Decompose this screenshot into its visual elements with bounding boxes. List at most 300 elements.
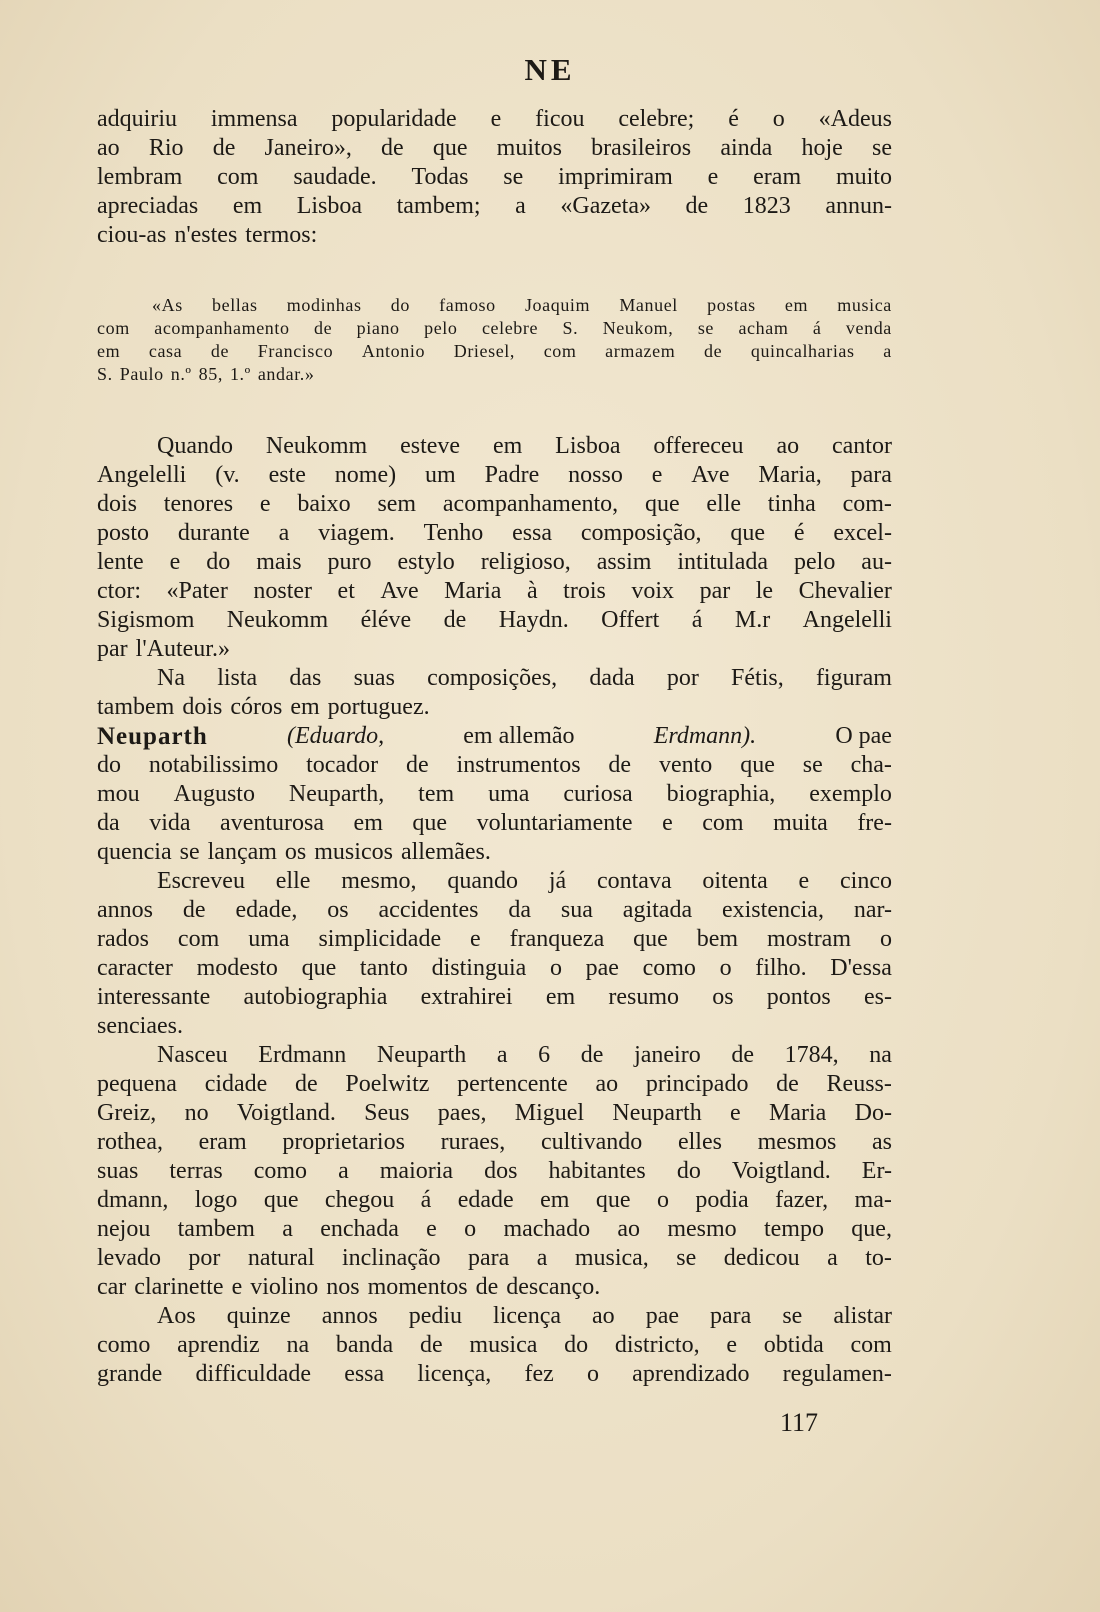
- text-line: [97, 340, 892, 363]
- word: Do-: [854, 1100, 892, 1126]
- word: imprimiram: [558, 164, 673, 190]
- word: portuguez.: [327, 694, 430, 720]
- word: por: [666, 665, 699, 691]
- word: e: [231, 1274, 243, 1300]
- word: cantor: [831, 433, 892, 459]
- word: hoje: [801, 135, 843, 161]
- word: os: [284, 839, 307, 865]
- word: é: [728, 106, 739, 132]
- word: caracter: [97, 955, 173, 981]
- text-line: [97, 294, 892, 317]
- word: Fétis,: [731, 665, 784, 691]
- paragraph-2: [97, 432, 892, 664]
- word: de: [580, 1042, 604, 1068]
- word: e: [426, 1216, 437, 1242]
- word: que: [412, 810, 448, 836]
- word: cultivando: [540, 1129, 643, 1155]
- word: e: [651, 462, 663, 488]
- word: ciou-as: [97, 222, 167, 248]
- word: l'Auteur.»: [135, 636, 230, 662]
- word: difficuldade: [195, 1361, 311, 1387]
- word: Antonio: [361, 341, 426, 361]
- word: excel-: [833, 520, 892, 546]
- word: com: [702, 810, 744, 836]
- word: os: [327, 897, 349, 923]
- word: 1.º: [229, 364, 251, 384]
- word: 85,: [198, 364, 223, 384]
- word: essa: [344, 1361, 385, 1387]
- text-line: [97, 1360, 892, 1389]
- word: lançam: [207, 839, 277, 865]
- word: clarinette: [134, 1274, 224, 1300]
- word: filho.: [755, 955, 807, 981]
- word: composição,: [580, 520, 702, 546]
- word: allemães.: [400, 839, 491, 865]
- word: fazer,: [775, 1187, 829, 1213]
- word: postas: [707, 295, 756, 315]
- text-line: [97, 1215, 892, 1244]
- word: enchada: [320, 1216, 399, 1242]
- word: Neukomm: [226, 607, 329, 633]
- word: Lisboa: [555, 433, 621, 459]
- word: Francisco: [257, 341, 334, 361]
- word: offereceu: [653, 433, 744, 459]
- word: ma-: [854, 1187, 892, 1213]
- word: que,: [851, 1216, 892, 1242]
- word: banda: [335, 1332, 394, 1358]
- text-line: [97, 925, 892, 954]
- word: accidentes: [378, 897, 479, 923]
- word: D'essa: [830, 955, 892, 981]
- text-line: [97, 548, 892, 577]
- word: figuram: [815, 665, 892, 691]
- text-line: [97, 1244, 892, 1273]
- word: vida: [149, 810, 191, 836]
- word: muito: [835, 164, 892, 190]
- word: Angelelli: [802, 607, 892, 633]
- word: com: [97, 318, 130, 338]
- word: obtida: [763, 1332, 824, 1358]
- word: instrumentos: [456, 752, 581, 778]
- word: edade,: [235, 897, 298, 923]
- word: alistar: [833, 1303, 892, 1329]
- word: em: [232, 193, 263, 219]
- word: pae: [585, 955, 619, 981]
- word: Er-: [861, 1158, 892, 1184]
- word: mais: [256, 549, 302, 575]
- word: Tenho: [423, 520, 484, 546]
- word: Escreveu: [157, 868, 245, 894]
- word: principado: [645, 1071, 749, 1097]
- word: «As: [152, 295, 183, 315]
- word: acompanhamento,: [442, 491, 619, 517]
- word: e: [470, 926, 481, 952]
- word: uma: [248, 926, 290, 952]
- word: regulamen-: [782, 1361, 892, 1387]
- word: a: [515, 193, 526, 219]
- word: ao: [776, 433, 800, 459]
- word: como: [97, 1332, 151, 1358]
- word: annos: [97, 897, 153, 923]
- word: a: [883, 341, 892, 361]
- word: e: [169, 549, 181, 575]
- word: Neuparth: [612, 1100, 702, 1126]
- word: eram: [753, 164, 802, 190]
- word: Greiz,: [97, 1100, 157, 1126]
- word: éléve: [360, 607, 412, 633]
- word: se: [503, 164, 524, 190]
- word: resumo: [608, 984, 679, 1010]
- word: pertencente: [457, 1071, 568, 1097]
- word: pediu: [408, 1303, 463, 1329]
- word: Janeiro»,: [264, 135, 352, 161]
- word: à: [526, 578, 538, 604]
- text-line: [97, 363, 892, 386]
- word: tempo: [763, 1216, 824, 1242]
- word: mesmo: [667, 1216, 737, 1242]
- word: cha-: [850, 752, 892, 778]
- word: Neuparth: [376, 1042, 467, 1068]
- word: tanto: [359, 955, 408, 981]
- word: suas: [97, 1158, 139, 1184]
- word: tambem: [177, 1216, 255, 1242]
- word: M.r: [734, 607, 771, 633]
- word: saudade.: [293, 164, 377, 190]
- word: de: [703, 341, 723, 361]
- word: e: [726, 1332, 737, 1358]
- text-line: [97, 867, 892, 896]
- word: a: [536, 1245, 548, 1271]
- word: esteve: [400, 433, 461, 459]
- word: uma: [488, 781, 530, 807]
- word: biographia,: [666, 781, 776, 807]
- word: dmann,: [97, 1187, 169, 1213]
- word: as: [871, 1129, 892, 1155]
- word: um: [425, 462, 456, 488]
- word: de: [685, 193, 709, 219]
- word: no: [184, 1100, 209, 1126]
- word: termos:: [245, 222, 318, 248]
- word: de: [419, 1332, 443, 1358]
- word: et: [337, 578, 355, 604]
- word: dedicou: [723, 1245, 800, 1271]
- text-line: [97, 1070, 892, 1099]
- word: voix: [631, 578, 675, 604]
- word: Miguel: [514, 1100, 585, 1126]
- word: Manuel: [619, 295, 678, 315]
- text-line: [97, 1128, 892, 1157]
- word: ao: [617, 1216, 641, 1242]
- word: levado: [97, 1245, 161, 1271]
- word: ao: [97, 135, 120, 161]
- word: Ave: [380, 578, 419, 604]
- word: venda: [845, 318, 892, 338]
- word: eram: [198, 1129, 247, 1155]
- word: os: [712, 984, 734, 1010]
- word: nome): [334, 462, 397, 488]
- word: ctor:: [97, 578, 141, 604]
- word: Offert: [601, 607, 660, 633]
- word: tambem;: [396, 193, 481, 219]
- word: de: [731, 1042, 755, 1068]
- word: que: [432, 135, 468, 161]
- text-line: [97, 1186, 892, 1215]
- word: composições,: [427, 665, 558, 691]
- word: suas: [353, 665, 395, 691]
- text-line: [97, 838, 892, 867]
- word: em: [492, 433, 523, 459]
- word: franqueza: [509, 926, 605, 952]
- word: musica: [469, 1332, 538, 1358]
- word: como: [642, 955, 696, 981]
- word: Padre: [484, 462, 540, 488]
- word: rothea,: [97, 1129, 163, 1155]
- word: acompanhamento: [154, 318, 290, 338]
- word: Augusto: [173, 781, 255, 807]
- word: se: [802, 752, 823, 778]
- word: com-: [842, 491, 892, 517]
- entry-lead-tail: O pae: [835, 723, 892, 749]
- word: terras: [169, 1158, 223, 1184]
- word: essa: [512, 520, 553, 546]
- paragraph-1: [97, 105, 892, 250]
- word: de: [210, 341, 230, 361]
- word: Poelwitz: [345, 1071, 430, 1097]
- word: Seus: [364, 1100, 410, 1126]
- word: se: [871, 135, 892, 161]
- body-text: [97, 105, 892, 1389]
- word: mostram: [767, 926, 852, 952]
- word: famoso: [439, 295, 496, 315]
- word: como: [253, 1158, 308, 1184]
- word: «Pater: [166, 578, 228, 604]
- text-line: [97, 606, 892, 635]
- word: já: [548, 868, 567, 894]
- word: a: [338, 1158, 349, 1184]
- word: acham: [738, 318, 789, 338]
- word: á: [420, 1187, 432, 1213]
- word: que: [633, 926, 668, 952]
- entry-first-line: [97, 722, 892, 751]
- word: oitenta: [702, 868, 768, 894]
- word: a: [496, 1042, 508, 1068]
- word: tocador: [306, 752, 379, 778]
- text-line: [97, 983, 892, 1012]
- word: o: [586, 1361, 599, 1387]
- word: nos: [326, 1274, 360, 1300]
- word: agitada: [622, 897, 693, 923]
- word: natural: [247, 1245, 315, 1271]
- word: districto,: [614, 1332, 700, 1358]
- word: nar-: [853, 897, 892, 923]
- word: e: [259, 491, 271, 517]
- word: de: [295, 1071, 318, 1097]
- word: modesto: [196, 955, 278, 981]
- word: tenores: [163, 491, 234, 517]
- word: 1784,: [784, 1042, 839, 1068]
- word: intitulada: [677, 549, 769, 575]
- word: quinze: [226, 1303, 291, 1329]
- running-head: NE: [524, 52, 576, 87]
- word: Voigtland.: [731, 1158, 831, 1184]
- word: de: [608, 752, 632, 778]
- word: ainda: [720, 135, 773, 161]
- word: momentos: [367, 1274, 468, 1300]
- text-line: [97, 1099, 892, 1128]
- word: Na: [157, 665, 185, 691]
- word: voluntariamente: [476, 810, 633, 836]
- word: se: [179, 839, 200, 865]
- word: se: [676, 1245, 697, 1271]
- text-line: [97, 780, 892, 809]
- word: machado: [503, 1216, 591, 1242]
- word: Paulo: [119, 364, 164, 384]
- word: puro: [327, 549, 372, 575]
- word: Neukomm: [265, 433, 368, 459]
- word: lente: [97, 549, 144, 575]
- text-line: [97, 1302, 892, 1331]
- word: posto: [97, 520, 150, 546]
- word: musica: [837, 295, 892, 315]
- word: de: [182, 897, 206, 923]
- word: nosso: [568, 462, 623, 488]
- word: religioso,: [480, 549, 571, 575]
- word: distinguia: [431, 955, 527, 981]
- word: que: [595, 1187, 631, 1213]
- word: com: [543, 341, 577, 361]
- text-line: [97, 954, 892, 983]
- word: em: [353, 810, 383, 836]
- page-number: 117: [780, 1408, 819, 1437]
- word: córos: [230, 694, 283, 720]
- word: o: [656, 1187, 669, 1213]
- word: ruraes,: [440, 1129, 506, 1155]
- word: popularidade: [331, 106, 457, 132]
- word: trois: [563, 578, 606, 604]
- word: es-: [863, 984, 892, 1010]
- word: Todas: [411, 164, 469, 190]
- word: proprietarios: [282, 1129, 405, 1155]
- word: na: [869, 1042, 892, 1068]
- word: bem: [696, 926, 739, 952]
- word: annun-: [825, 193, 892, 219]
- word: dois: [97, 491, 138, 517]
- word: (v.: [215, 462, 240, 488]
- word: ao: [592, 1303, 615, 1329]
- word: do: [390, 295, 410, 315]
- text-line: [97, 635, 892, 664]
- word: pelo: [424, 318, 458, 338]
- word: nejou: [97, 1216, 151, 1242]
- word: e: [490, 106, 502, 132]
- word: Sigismom: [97, 607, 195, 633]
- word: em: [545, 984, 576, 1010]
- word: de: [776, 1071, 799, 1097]
- word: de: [443, 607, 467, 633]
- word: a: [278, 520, 290, 546]
- word: bellas: [212, 295, 258, 315]
- word: á: [691, 607, 703, 633]
- word: cidade: [204, 1071, 268, 1097]
- text-line: [97, 221, 892, 250]
- word: o: [464, 1216, 477, 1242]
- word: aprendiz: [177, 1332, 260, 1358]
- word: S.: [97, 364, 113, 384]
- word: noster: [253, 578, 313, 604]
- word: aventurosa: [220, 810, 325, 836]
- word: janeiro: [634, 1042, 701, 1068]
- word: Joaquim: [524, 295, 591, 315]
- word: em: [97, 341, 121, 361]
- paragraph-3: [97, 664, 892, 722]
- word: sua: [560, 897, 593, 923]
- word: Haydn.: [498, 607, 569, 633]
- word: para: [850, 462, 892, 488]
- word: pelo: [794, 549, 836, 575]
- text-line: [97, 693, 892, 722]
- text-line: [97, 163, 892, 192]
- word: to-: [865, 1245, 892, 1271]
- word: de: [475, 1274, 499, 1300]
- text-line: [97, 751, 892, 780]
- entry-headword: Neuparth: [97, 723, 208, 750]
- word: licença,: [417, 1361, 492, 1387]
- word: le: [755, 578, 774, 604]
- word: pae: [645, 1303, 679, 1329]
- word: logo: [194, 1187, 238, 1213]
- word: tambem: [97, 694, 175, 720]
- word: violino: [250, 1274, 319, 1300]
- word: Chevalier: [798, 578, 892, 604]
- word: par: [699, 578, 731, 604]
- word: inclinação: [341, 1245, 441, 1271]
- word: exemplo: [809, 781, 892, 807]
- word: brasileiros: [591, 135, 692, 161]
- word: o: [549, 955, 562, 981]
- word: curiosa: [563, 781, 633, 807]
- word: para: [710, 1303, 752, 1329]
- word: vento: [658, 752, 713, 778]
- word: mesmos: [757, 1129, 837, 1155]
- word: annos: [321, 1303, 378, 1329]
- paragraph-4: [97, 867, 892, 1041]
- word: dada: [589, 665, 635, 691]
- word: aprendizado: [632, 1361, 750, 1387]
- entry-name: (Eduardo,: [286, 723, 385, 749]
- quote-block: [97, 294, 892, 386]
- word: fre-: [857, 810, 892, 836]
- word: n'estes: [174, 222, 238, 248]
- word: elles: [677, 1129, 722, 1155]
- word: de: [212, 135, 236, 161]
- text-line: [97, 432, 892, 461]
- text-line: [97, 1331, 892, 1360]
- word: licença: [493, 1303, 561, 1329]
- word: que: [301, 955, 337, 981]
- word: mou: [97, 781, 140, 807]
- text-line: [97, 809, 892, 838]
- word: interessante: [97, 984, 211, 1010]
- word: grande: [97, 1361, 163, 1387]
- word: cinco: [840, 868, 892, 894]
- word: que: [644, 491, 680, 517]
- word: sem: [377, 491, 417, 517]
- word: musica,: [574, 1245, 649, 1271]
- word: do: [564, 1332, 589, 1358]
- word: de: [405, 752, 429, 778]
- word: Driesel,: [453, 341, 516, 361]
- text-line: [97, 134, 892, 163]
